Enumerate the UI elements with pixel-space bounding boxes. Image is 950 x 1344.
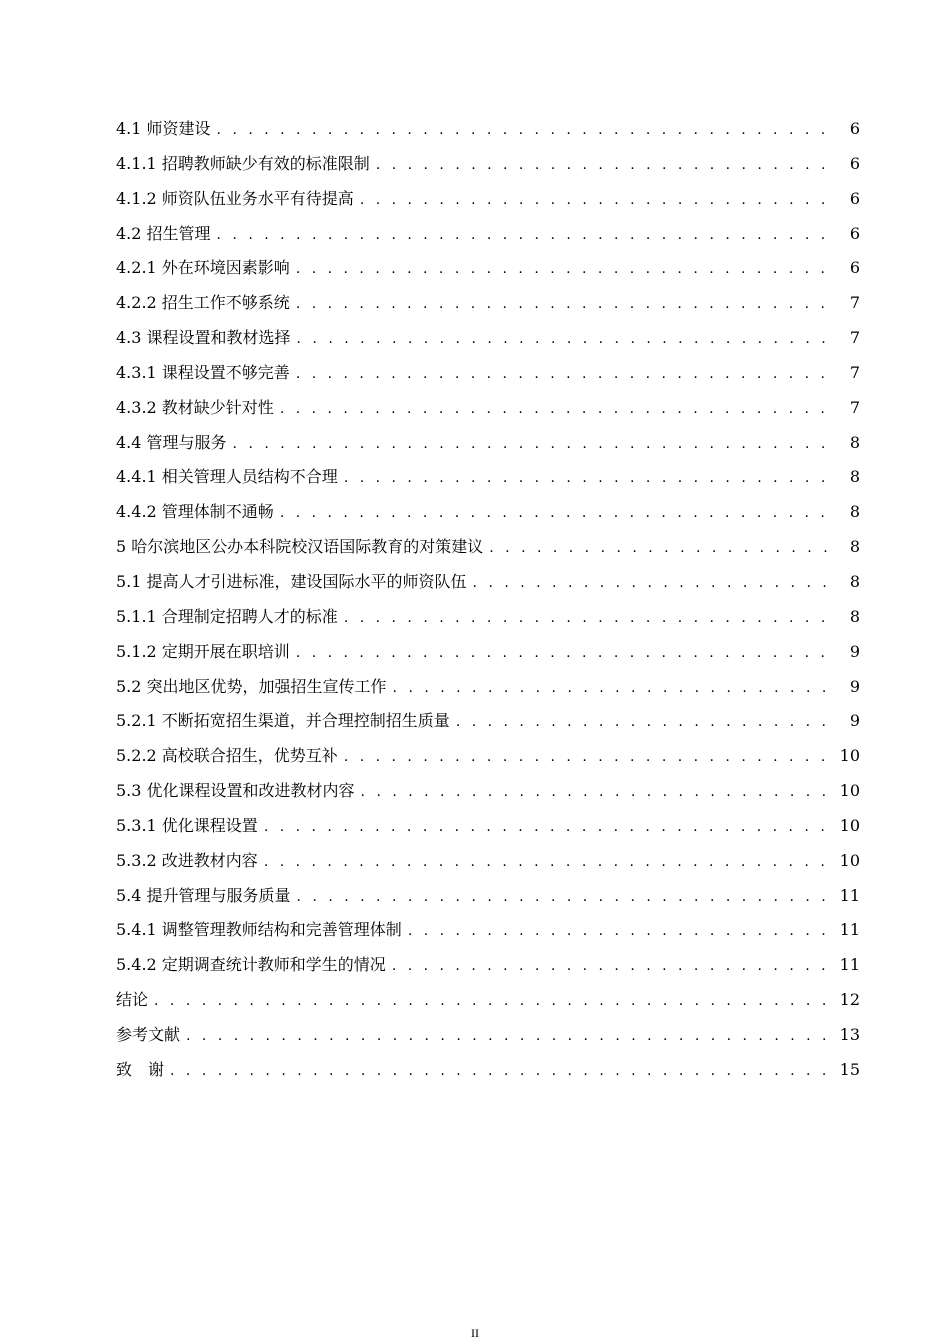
- dot-leader: [280, 392, 836, 426]
- toc-entry[interactable]: [116, 844, 860, 879]
- toc-entry[interactable]: [116, 983, 860, 1018]
- toc-entry-title: 5.2.1 不断拓宽招生渠道，并合理控制招生质量: [116, 711, 450, 731]
- toc-entry[interactable]: [116, 565, 860, 600]
- toc-entry[interactable]: [116, 286, 860, 321]
- toc-entry-page: 8: [849, 502, 860, 522]
- toc-entry-page: 6: [849, 119, 860, 138]
- toc-entry-title: 4.2.1 外在环境因素影响: [116, 258, 290, 278]
- toc-entry[interactable]: [116, 530, 860, 565]
- toc-entry-title: 5.1 提高人才引进标准，建设国际水平的师资队伍: [116, 571, 467, 591]
- toc-entry-page: 8: [849, 432, 860, 452]
- toc-entry-page: 11: [839, 920, 860, 940]
- toc-entry[interactable]: [116, 147, 860, 182]
- toc-entry-title: 4.1.2 师资队伍业务水平有待提高: [116, 188, 354, 208]
- toc-entry-page: 12: [839, 990, 860, 1010]
- dot-leader: [296, 252, 836, 286]
- toc-entry-title: 结论: [116, 990, 149, 1010]
- toc-entry[interactable]: [116, 1053, 860, 1088]
- toc-entry-page: 11: [839, 955, 860, 975]
- dot-leader: [217, 218, 836, 252]
- toc-entry-title: 5.3 优化课程设置和改进教材内容: [116, 781, 355, 801]
- toc-entry-title: 4.1 师资建设: [116, 119, 211, 138]
- dot-leader: [296, 357, 836, 391]
- toc-entry-page: 7: [849, 328, 860, 348]
- toc-entry-page: 7: [849, 362, 860, 382]
- toc-entry-page: 9: [849, 641, 860, 661]
- toc-entry[interactable]: [116, 704, 860, 739]
- toc-entry[interactable]: [116, 879, 860, 914]
- toc-entry-title: 5.2 突出地区优势，加强招生宣传工作: [116, 676, 387, 696]
- toc-entry-title: 5.1.2 定期开展在职培训: [116, 641, 290, 661]
- toc-entry[interactable]: [116, 426, 860, 461]
- dot-leader: [456, 705, 836, 739]
- toc-entry-title: 4.2.2 招生工作不够系统: [116, 293, 290, 313]
- toc-entry-page: 8: [849, 571, 860, 591]
- toc-entry-page: 6: [849, 223, 860, 243]
- dot-leader: [408, 914, 832, 948]
- toc-entry[interactable]: [116, 217, 860, 252]
- toc-entry-title: 4.4.2 管理体制不通畅: [116, 502, 274, 522]
- toc-entry[interactable]: [116, 913, 860, 948]
- dot-leader: [344, 601, 836, 635]
- page-number: II: [471, 1326, 479, 1340]
- dot-leader: [154, 984, 832, 1018]
- dot-leader: [393, 671, 836, 705]
- toc-entry-page: 6: [849, 188, 860, 208]
- toc-entry-page: 10: [839, 850, 860, 870]
- dot-leader: [344, 740, 832, 774]
- toc-entry[interactable]: [116, 391, 860, 426]
- toc-entry-title: 4.1.1 招聘教师缺少有效的标准限制: [116, 153, 370, 173]
- toc-entry[interactable]: [116, 251, 860, 286]
- toc-entry-title: 5.4 提升管理与服务质量: [116, 885, 291, 905]
- toc-entry-title: 5.4.2 定期调查统计教师和学生的情况: [116, 955, 386, 975]
- toc-entry[interactable]: [116, 321, 860, 356]
- toc-entry-title: 4.4 管理与服务: [116, 432, 227, 452]
- toc-entry-page: 9: [849, 711, 860, 731]
- toc-entry-page: 13: [839, 1024, 860, 1044]
- toc-entry[interactable]: [116, 356, 860, 391]
- toc-entry-title: 参考文献: [116, 1024, 181, 1044]
- dot-leader: [297, 880, 832, 914]
- dot-leader: [392, 949, 832, 983]
- toc-entry-page: 8: [849, 467, 860, 487]
- dot-leader: [264, 845, 832, 879]
- dot-leader: [280, 496, 836, 530]
- toc-entry-title: 5.3.1 优化课程设置: [116, 815, 258, 835]
- toc-entry-page: 7: [849, 397, 860, 417]
- toc-entry[interactable]: [116, 635, 860, 670]
- dot-leader: [296, 636, 836, 670]
- toc-entry-title: 5.2.2 高校联合招生，优势互补: [116, 746, 338, 766]
- toc-entry-page: 9: [849, 676, 860, 696]
- dot-leader: [186, 1019, 832, 1053]
- toc-entry-page: 11: [839, 885, 860, 905]
- dot-leader: [296, 287, 836, 321]
- toc-entry[interactable]: [116, 460, 860, 495]
- toc-entry-title: 5.4.1 调整管理教师结构和完善管理体制: [116, 920, 402, 940]
- dot-leader: [489, 531, 836, 565]
- toc-entry[interactable]: [116, 112, 860, 147]
- toc-entry[interactable]: [116, 182, 860, 217]
- dot-leader: [264, 810, 832, 844]
- toc-entry-page: 7: [849, 293, 860, 313]
- dot-leader: [233, 427, 836, 461]
- toc-entry[interactable]: [116, 809, 860, 844]
- toc-entry[interactable]: [116, 739, 860, 774]
- dot-leader: [376, 148, 836, 182]
- dot-leader: [473, 566, 836, 600]
- toc-entry-page: 8: [849, 537, 860, 557]
- dot-leader: [297, 322, 836, 356]
- table-of-contents: [116, 112, 860, 1088]
- toc-entry-page: 15: [839, 1059, 860, 1079]
- toc-entry-title: 4.3.1 课程设置不够完善: [116, 362, 290, 382]
- toc-entry-title: 4.3.2 教材缺少针对性: [116, 397, 274, 417]
- toc-entry[interactable]: [116, 774, 860, 809]
- toc-entry-title: 5 哈尔滨地区公办本科院校汉语国际教育的对策建议: [116, 537, 484, 557]
- toc-entry-page: 8: [849, 606, 860, 626]
- dot-leader: [361, 775, 832, 809]
- toc-entry-title: 4.3 课程设置和教材选择: [116, 328, 291, 348]
- toc-entry[interactable]: [116, 670, 860, 705]
- dot-leader: [217, 113, 836, 147]
- toc-entry-page: 10: [839, 815, 860, 835]
- toc-entry-title: 5.3.2 改进教材内容: [116, 850, 258, 870]
- toc-entry-title: 致 谢: [116, 1059, 165, 1079]
- toc-entry[interactable]: [116, 600, 860, 635]
- toc-entry-page: 10: [839, 781, 860, 801]
- toc-entry[interactable]: [116, 495, 860, 530]
- toc-entry-page: 6: [849, 258, 860, 278]
- dot-leader: [344, 461, 836, 495]
- toc-entry-title: 4.2 招生管理: [116, 223, 211, 243]
- toc-entry-page: 10: [839, 746, 860, 766]
- toc-entry-title: 4.4.1 相关管理人员结构不合理: [116, 467, 338, 487]
- dot-leader: [360, 183, 836, 217]
- toc-entry[interactable]: [116, 1018, 860, 1053]
- toc-entry-page: 6: [849, 153, 860, 173]
- dot-leader: [170, 1054, 832, 1088]
- toc-entry-title: 5.1.1 合理制定招聘人才的标准: [116, 606, 338, 626]
- toc-entry[interactable]: [116, 948, 860, 983]
